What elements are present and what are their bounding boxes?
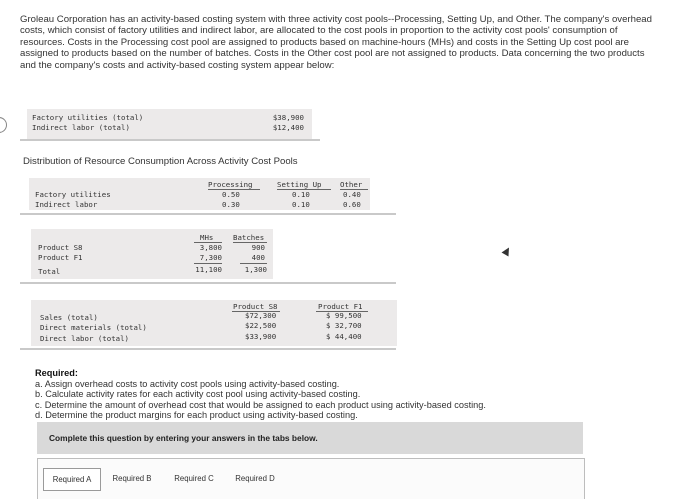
products-s8-labor: $33,900 — [245, 332, 277, 341]
divider — [20, 139, 320, 141]
tab-bar — [37, 458, 585, 499]
distribution-header-processing: Processing — [208, 180, 253, 189]
cursor-icon — [502, 246, 513, 257]
distribution-header-setting-up: Setting Up — [277, 180, 322, 189]
overhead-label-labor: Indirect labor (total) — [32, 123, 130, 132]
tab-required-a[interactable]: Required A — [43, 468, 101, 491]
distribution-utilities-setting-up: 0.10 — [292, 190, 310, 199]
distribution-label-labor: Indirect labor — [35, 200, 98, 209]
overhead-value-utilities: $38,900 — [272, 113, 304, 122]
required-section — [35, 368, 486, 421]
products-header-s8: Product S8 — [233, 302, 278, 311]
required-item-b: b. Calculate activity rates for each activity cost pool using activity-based costing. — [35, 389, 361, 400]
divider — [20, 213, 396, 215]
overhead-value-labor: $12,400 — [272, 123, 304, 132]
tab-required-c[interactable]: Required C — [174, 474, 214, 483]
products-header-f1: Product F1 — [318, 302, 363, 311]
activity-f1-batches: 400 — [251, 253, 265, 262]
products-f1-labor: $ 44,400 — [326, 332, 362, 341]
products-s8-sales: $72,300 — [245, 311, 277, 320]
required-item-c: c. Determine the amount of overhead cost that would be assigned to each product using activity-based costing. — [35, 399, 486, 410]
activity-s8-mhs: 3,800 — [199, 243, 222, 252]
products-s8-materials: $22,500 — [245, 321, 277, 330]
distribution-utilities-processing: 0.50 — [222, 190, 240, 199]
products-label-sales: Sales (total) — [40, 313, 98, 322]
overhead-label-utilities: Factory utilities (total) — [32, 113, 144, 122]
products-f1-materials: $ 32,700 — [326, 321, 362, 330]
distribution-title: Distribution of Resource Consumption Across Activity Cost Pools — [23, 156, 298, 167]
activity-label-f1: Product F1 — [38, 253, 83, 262]
activity-f1-mhs: 7,300 — [199, 253, 222, 262]
divider — [20, 348, 396, 350]
products-label-labor: Direct labor (total) — [40, 334, 129, 343]
distribution-utilities-other: 0.40 — [343, 190, 361, 199]
required-item-a: a. Assign overhead costs to activity cost pools using activity-based costing. — [35, 378, 340, 389]
products-f1-sales: $ 99,500 — [326, 311, 362, 320]
distribution-labor-setting-up: 0.10 — [292, 200, 310, 209]
left-bracket — [0, 117, 7, 133]
activity-total-batches: 1,300 — [244, 265, 267, 274]
tab-required-d[interactable]: Required D — [235, 474, 275, 483]
required-item-d: d. Determine the product margins for each product using activity-based costing. — [35, 410, 358, 421]
intro-paragraph: Groleau Corporation has an activity-based costing system with three activity cost pools--Processing, Setting Up, and Other. The company's overhead costs, which consist of factory utilities and indirect labor, are allocated to the cost pools in proportion to the activity cost pools' consumption of resources. Costs in the Processing cost pool are assigned to products based on machine-hours (MHs) and costs in the Setting Up cost pool are assigned to products based on the number of batches. Costs in the Other cost pool are not assigned to products. Data concerning the two products and the company's costs and activity-based costing system appear below: — [20, 14, 652, 71]
divider — [20, 282, 396, 284]
activity-label-s8: Product S8 — [38, 243, 83, 252]
products-label-materials: Direct materials (total) — [40, 323, 147, 332]
tab-required-b[interactable]: Required B — [112, 474, 152, 483]
distribution-label-utilities: Factory utilities — [35, 190, 111, 199]
activity-s8-batches: 900 — [251, 243, 265, 252]
activity-total-mhs: 11,100 — [195, 265, 222, 274]
instruction-text: Complete this question by entering your answers in the tabs below. — [49, 433, 318, 443]
distribution-labor-other: 0.60 — [343, 200, 361, 209]
activity-label-total: Total — [38, 267, 61, 276]
distribution-header-other: Other — [340, 180, 363, 189]
distribution-labor-processing: 0.30 — [222, 200, 240, 209]
activity-header-mhs: MHs — [200, 233, 214, 242]
required-title: Required: — [35, 368, 78, 378]
activity-header-batches: Batches — [233, 233, 265, 242]
instruction-banner — [37, 422, 583, 454]
